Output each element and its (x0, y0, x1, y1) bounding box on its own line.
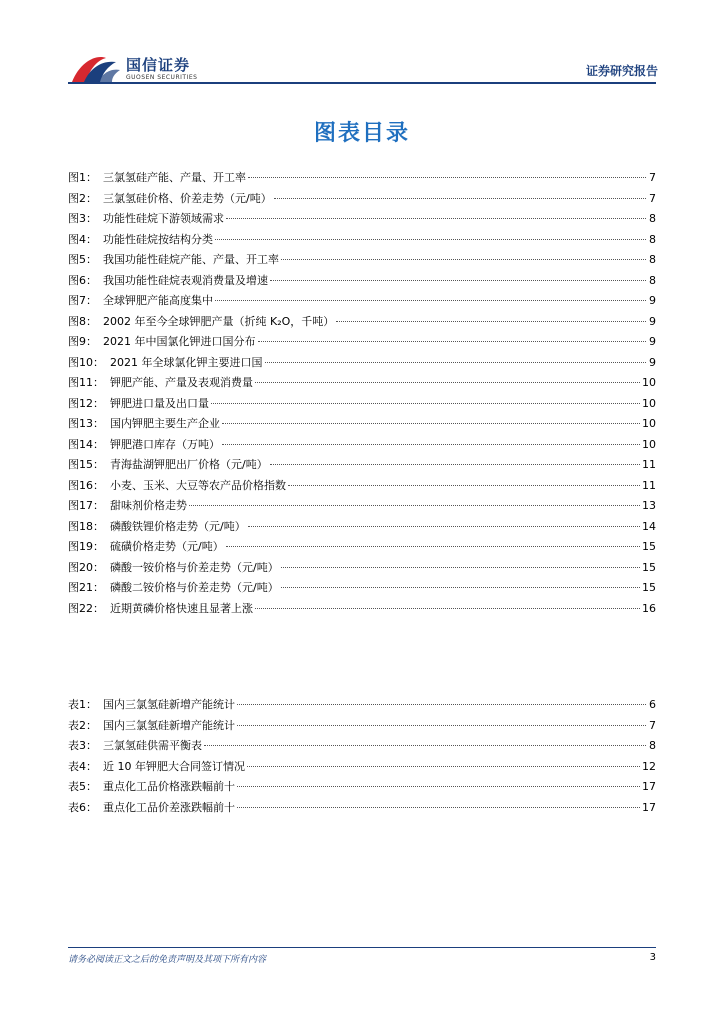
figure-toc-entry[interactable] (68, 168, 656, 189)
dot-leader (226, 218, 646, 219)
entry-title: 国内三氯氢硅新增产能统计 (103, 718, 235, 732)
entry-label: 图9： (68, 335, 97, 348)
table-toc-entry[interactable] (68, 777, 656, 798)
entry-page-number: 7 (649, 191, 656, 205)
dot-leader (255, 382, 640, 383)
entry-title: 钾肥港口库存（万吨） (110, 437, 220, 451)
entry-title: 青海盐湖钾肥出厂价格（元/吨） (110, 458, 268, 471)
entry-title: 小麦、玉米、大豆等农产品价格指数 (110, 478, 286, 492)
figure-toc-entry[interactable] (68, 455, 656, 476)
dot-leader (215, 300, 646, 301)
entry-title: 近 10 年钾肥大合同签订情况 (103, 759, 245, 773)
figure-toc-entry[interactable] (68, 209, 656, 230)
table-list (68, 695, 656, 818)
dot-leader (281, 259, 646, 260)
entry-label: 表3： (68, 739, 97, 752)
entry-page-number: 7 (649, 718, 656, 732)
entry-label: 图13： (68, 417, 104, 430)
entry-title: 硫磺价格走势（元/吨） (110, 540, 224, 553)
entry-page-number: 6 (649, 698, 656, 711)
entry-label: 表5： (68, 780, 97, 793)
table-toc-entry[interactable] (68, 798, 656, 819)
entry-label: 图20： (68, 560, 104, 574)
figure-toc-entry[interactable] (68, 537, 656, 558)
entry-page-number: 17 (642, 800, 656, 814)
logo-chinese-name: 国信证券 (126, 56, 191, 74)
entry-page-number: 12 (642, 759, 656, 773)
entry-title: 2021 年中国氯化钾进口国分布 (103, 335, 256, 348)
entry-label: 图7： (68, 294, 97, 307)
entry-page-number: 15 (642, 560, 656, 574)
entry-title: 磷酸一铵价格与价差走势（元/吨） (110, 560, 279, 574)
entry-label: 表1： (68, 698, 97, 711)
figure-toc-entry[interactable] (68, 250, 656, 271)
table-toc-entry[interactable] (68, 736, 656, 757)
entry-title: 我国功能性硅烷表观消费量及增速 (103, 273, 268, 287)
figure-toc-entry[interactable] (68, 578, 656, 599)
figure-toc-entry[interactable] (68, 435, 656, 456)
table-toc-entry[interactable] (68, 695, 656, 716)
entry-page-number: 8 (649, 212, 656, 225)
header-divider (68, 82, 656, 84)
entry-label: 图5： (68, 253, 97, 266)
figure-toc-entry[interactable] (68, 517, 656, 538)
entry-title: 2021 年全球氯化钾主要进口国 (110, 355, 263, 369)
dot-leader (189, 505, 640, 506)
figure-toc-entry[interactable] (68, 312, 656, 333)
dot-leader (270, 280, 646, 281)
entry-title: 三氯氢硅价格、价差走势（元/吨） (103, 191, 272, 205)
footer-divider (68, 947, 656, 948)
entry-title: 三氯氢硅供需平衡表 (103, 739, 202, 752)
dot-leader (270, 464, 640, 465)
figure-list (68, 168, 656, 619)
entry-title: 我国功能性硅烷产能、产量、开工率 (103, 253, 279, 266)
entry-title: 重点化工品价差涨跌幅前十 (103, 800, 235, 814)
entry-label: 图22： (68, 601, 104, 615)
dot-leader (248, 177, 646, 178)
figure-toc-entry[interactable] (68, 189, 656, 210)
page-title: 图表目录 (313, 121, 410, 146)
entry-page-number: 14 (642, 519, 656, 533)
entry-title: 国内钾肥主要生产企业 (110, 417, 220, 430)
entry-page-number: 17 (642, 780, 656, 793)
logo-english-name: GUOSEN SECURITIES (126, 74, 198, 81)
entry-label: 图12： (68, 396, 104, 410)
entry-page-number: 10 (642, 417, 656, 430)
dot-leader (255, 608, 640, 609)
entry-label: 图18： (68, 519, 104, 533)
entry-label: 表4： (68, 759, 97, 773)
table-toc-entry[interactable] (68, 716, 656, 737)
entry-label: 图2： (68, 191, 97, 205)
entry-label: 图4： (68, 232, 97, 246)
dot-leader (247, 766, 640, 767)
dot-leader (336, 321, 646, 322)
entry-label: 图1： (68, 171, 97, 184)
dot-leader (281, 567, 640, 568)
entry-title: 功能性硅烷按结构分类 (103, 232, 213, 246)
figure-toc-entry[interactable] (68, 291, 656, 312)
figure-toc-entry[interactable] (68, 599, 656, 620)
figure-toc-entry[interactable] (68, 476, 656, 497)
entry-page-number: 15 (642, 540, 656, 553)
entry-title: 全球钾肥产能高度集中 (103, 294, 213, 307)
table-toc-entry[interactable] (68, 757, 656, 778)
entry-title: 钾肥产能、产量及表观消费量 (110, 376, 253, 389)
entry-page-number: 11 (642, 458, 656, 471)
entry-label: 表2： (68, 718, 97, 732)
report-type-label: 证券研究报告 (585, 64, 658, 78)
page-header (0, 0, 724, 90)
entry-page-number: 11 (642, 478, 656, 492)
dot-leader (248, 526, 640, 527)
entry-label: 图10： (68, 355, 104, 369)
guosen-logo-icon (70, 52, 122, 86)
figure-toc-entry[interactable] (68, 332, 656, 353)
entry-page-number: 9 (649, 335, 656, 348)
entry-page-number: 8 (649, 253, 656, 266)
entry-title: 2002 年至今全球钾肥产量（折纯 K₂O，千吨） (103, 314, 335, 328)
dot-leader (281, 587, 640, 588)
dot-leader (274, 198, 646, 199)
figure-toc-entry[interactable] (68, 414, 656, 435)
dot-leader (237, 807, 640, 808)
entry-page-number: 7 (649, 171, 656, 184)
dot-leader (204, 745, 646, 746)
entry-page-number: 10 (642, 437, 656, 451)
entry-label: 图11： (68, 376, 104, 389)
entry-page-number: 9 (649, 355, 656, 369)
entry-title: 磷酸铁锂价格走势（元/吨） (110, 519, 246, 533)
dot-leader (258, 341, 647, 342)
figure-toc-entry[interactable] (68, 394, 656, 415)
entry-label: 图6： (68, 273, 97, 287)
entry-title: 甜味剂价格走势 (110, 499, 187, 512)
dot-leader (211, 403, 640, 404)
dot-leader (237, 786, 640, 787)
entry-label: 图16： (68, 478, 104, 492)
entry-label: 图3： (68, 212, 97, 225)
figure-toc-entry[interactable] (68, 230, 656, 251)
company-logo (70, 52, 197, 86)
figure-toc-entry[interactable] (68, 353, 656, 374)
dot-leader (222, 423, 640, 424)
footer-disclaimer: 请务必阅读正文之后的免责声明及其项下所有内容 (68, 955, 267, 965)
dot-leader (215, 239, 646, 240)
dot-leader (265, 362, 647, 363)
figure-toc-entry[interactable] (68, 496, 656, 517)
entry-page-number: 16 (642, 601, 656, 615)
dot-leader (226, 546, 640, 547)
entry-page-number: 15 (642, 581, 656, 594)
entry-page-number: 9 (649, 294, 656, 307)
entry-label: 图17： (68, 499, 104, 512)
entry-title: 重点化工品价格涨跌幅前十 (103, 780, 235, 793)
entry-title: 三氯氢硅产能、产量、开工率 (103, 171, 246, 184)
entry-label: 图8： (68, 314, 97, 328)
entry-label: 图14： (68, 437, 104, 451)
entry-title: 国内三氯氢硅新增产能统计 (103, 698, 235, 711)
figure-toc-entry[interactable] (68, 271, 656, 292)
entry-page-number: 10 (642, 376, 656, 389)
dot-leader (288, 485, 640, 486)
page-number: 3 (649, 952, 656, 963)
entry-page-number: 10 (642, 396, 656, 410)
entry-label: 图21： (68, 581, 104, 594)
dot-leader (237, 725, 646, 726)
entry-title: 磷酸二铵价格与价差走势（元/吨） (110, 581, 279, 594)
dot-leader (237, 704, 646, 705)
entry-page-number: 8 (649, 273, 656, 287)
figure-toc-entry[interactable] (68, 373, 656, 394)
dot-leader (222, 444, 640, 445)
entry-page-number: 13 (642, 499, 656, 512)
entry-label: 图19： (68, 540, 104, 553)
entry-page-number: 8 (649, 232, 656, 246)
entry-page-number: 9 (649, 314, 656, 328)
entry-title: 功能性硅烷下游领域需求 (103, 212, 224, 225)
entry-page-number: 8 (649, 739, 656, 752)
figure-toc-entry[interactable] (68, 558, 656, 579)
entry-label: 表6： (68, 800, 97, 814)
entry-title: 近期黄磷价格快速且显著上涨 (110, 601, 253, 615)
entry-label: 图15： (68, 458, 104, 471)
entry-title: 钾肥进口量及出口量 (110, 396, 209, 410)
